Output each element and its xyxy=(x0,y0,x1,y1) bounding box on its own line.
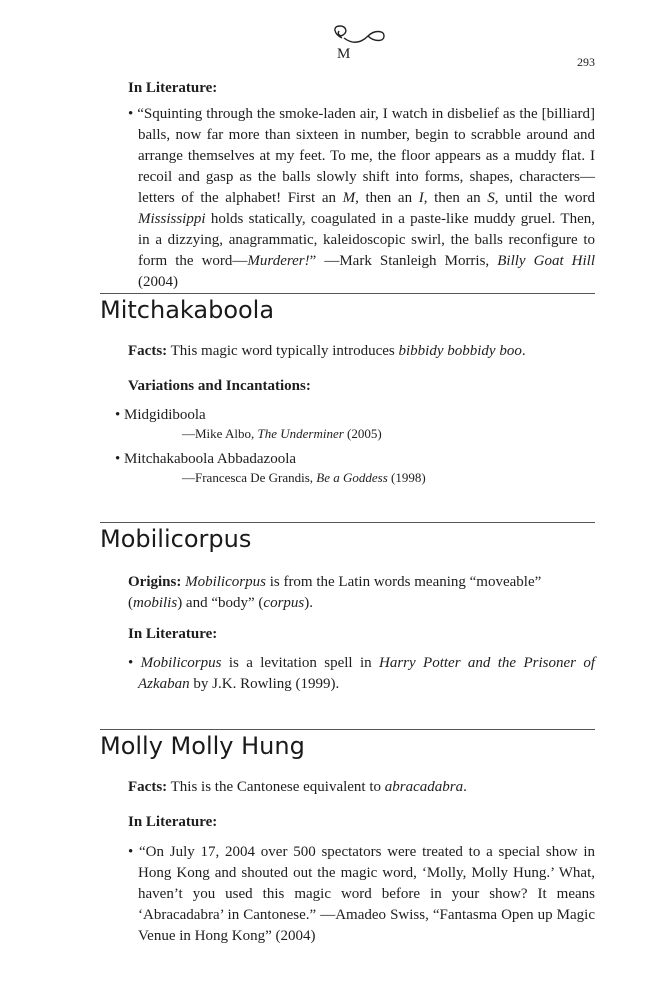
ornament-letter: M xyxy=(337,46,351,62)
section-divider xyxy=(100,522,595,523)
variation-attribution: —Francesca De Grandis, Be a Goddess (1998) xyxy=(182,470,426,485)
in-literature-label: In Literature: xyxy=(128,80,218,96)
origins-paragraph: Origins: Mobilicorpus is from the Latin words meaning “moveable” (mobilis) and “body” (corpus). xyxy=(128,574,542,611)
page-number: 293 xyxy=(577,55,595,69)
facts-paragraph: Facts: This is the Cantonese equivalent to abracadabra. xyxy=(128,779,467,795)
variations-label: Variations and Incantations: xyxy=(128,378,311,394)
section-divider xyxy=(100,729,595,730)
facts-paragraph: Facts: This magic word typically introduces bibbidy bobbidy boo. xyxy=(128,343,526,359)
literature-quote: • “Squinting through the smoke-laden air, I watch in disbelief as the [billiard] balls, now far more than sixteen in number, begin to scrabble around and arrange themselves at my feet. To me, the floor appears as a muddy flat. I recoil and gasp as the balls slowly shift into forms, shapes, characters—letters of the alphabet! First an M, then an I, then an S, until the word Mississippi holds statically, coagulated in a paste-like muddy gruel. Then, in a dizzying, anagrammatic, kaleidoscopic swirl, the balls reconfigure to form the word—Murderer!” —Mark Stanleigh Morris, Billy Goat Hill (2004) xyxy=(128,106,596,290)
variation-attribution: —Mike Albo, The Underminer (2005) xyxy=(182,426,382,441)
entry-heading: Mobilicorpus xyxy=(100,525,252,553)
entry-heading: Mitchakaboola xyxy=(100,296,275,324)
literature-quote: • “On July 17, 2004 over 500 spectators were treated to a special show in Hong Kong and shouted out the magic word, ‘Molly, Molly Hung.’ What, haven’t you used this magic word before in your show? It means ‘Abracadabra’ in Cantonese.” —Amadeo Swiss, “Fantasma Open up Magic Venue in Hong Kong” (2004) xyxy=(128,844,595,944)
in-literature-label: In Literature: xyxy=(128,814,218,830)
variation-item: • Mitchakaboola Abbadazoola xyxy=(115,451,297,467)
section-divider xyxy=(100,293,595,294)
variation-item: • Midgidiboola xyxy=(115,407,206,423)
ornament-icon xyxy=(328,24,388,64)
in-literature-label: In Literature: xyxy=(128,626,218,642)
entry-heading: Molly Molly Hung xyxy=(100,732,305,760)
literature-item: • Mobilicorpus is a levitation spell in Harry Potter and the Prisoner of Azkaban by J.K. Rowling (1999). xyxy=(128,655,595,692)
